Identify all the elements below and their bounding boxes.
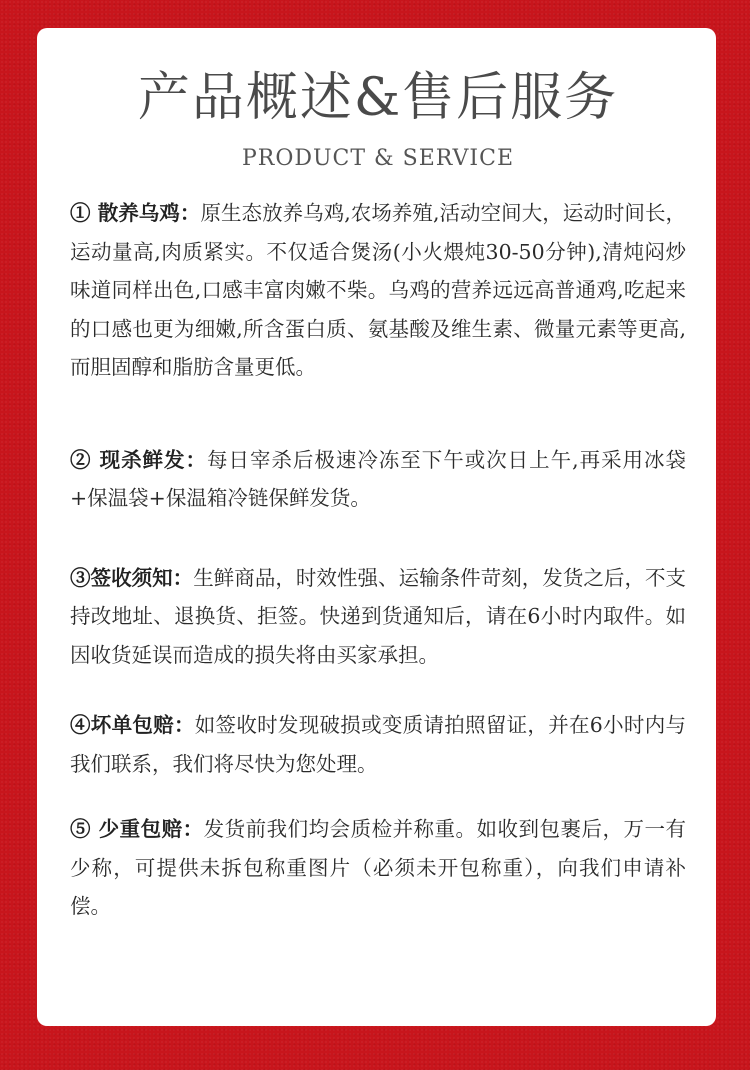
section-damage-compensation <box>70 706 686 783</box>
section-heading: ① 散养乌鸡： <box>70 201 201 225</box>
section-receipt-notice <box>70 559 686 675</box>
section-body: 生鲜商品，时效性强、运输条件苛刻，发货之后，不支持改地址、退换货、拒签。快递到货通知后，请在6小时内取件。如因收货延误而造成的损失将由买家承担。 <box>70 565 687 667</box>
section-heading: ⑤ 少重包赔： <box>70 817 204 841</box>
section-weight-compensation <box>70 810 686 926</box>
page-title: 产品概述&售后服务 <box>137 68 619 128</box>
section-heading: ④坏单包赔： <box>70 713 195 737</box>
page-subtitle: PRODUCT & SERVICE <box>241 146 515 171</box>
content-card <box>37 28 716 1026</box>
section-heading: ③签收须知： <box>70 565 194 590</box>
section-body: 发货前我们均会质检并称重。如收到包裹后，万一有少称，可提供未拆包称重图片（必须未开包称重），向我们申请补偿。 <box>70 817 687 918</box>
section-free-range-chicken <box>70 194 686 387</box>
section-body: 如签收时发现破损或变质请拍照留证，并在6小时内与我们联系，我们将尽快为您处理。 <box>70 713 686 776</box>
section-body: 每日宰杀后极速冷冻至下午或次日上午,再采用冰袋+保温袋+保温箱冷链保鲜发货。 <box>70 447 687 510</box>
section-heading: ② 现杀鲜发： <box>70 447 207 472</box>
section-body: 原生态放养乌鸡,农场养殖,活动空间大，运动时间长，运动量高,肉质紧实。不仅适合煲汤(小火煨炖30-50分钟),清炖闷炒味道同样出色,口感丰富肉嫩不柴。乌鸡的营养远远高普通鸡,吃起来的口感也更为细嫩,所含蛋白质、氨基酸及维生素、微量元素等更高,而胆固醇和脂肪含量更低。 <box>70 201 686 379</box>
section-fresh-dispatch <box>70 441 686 518</box>
